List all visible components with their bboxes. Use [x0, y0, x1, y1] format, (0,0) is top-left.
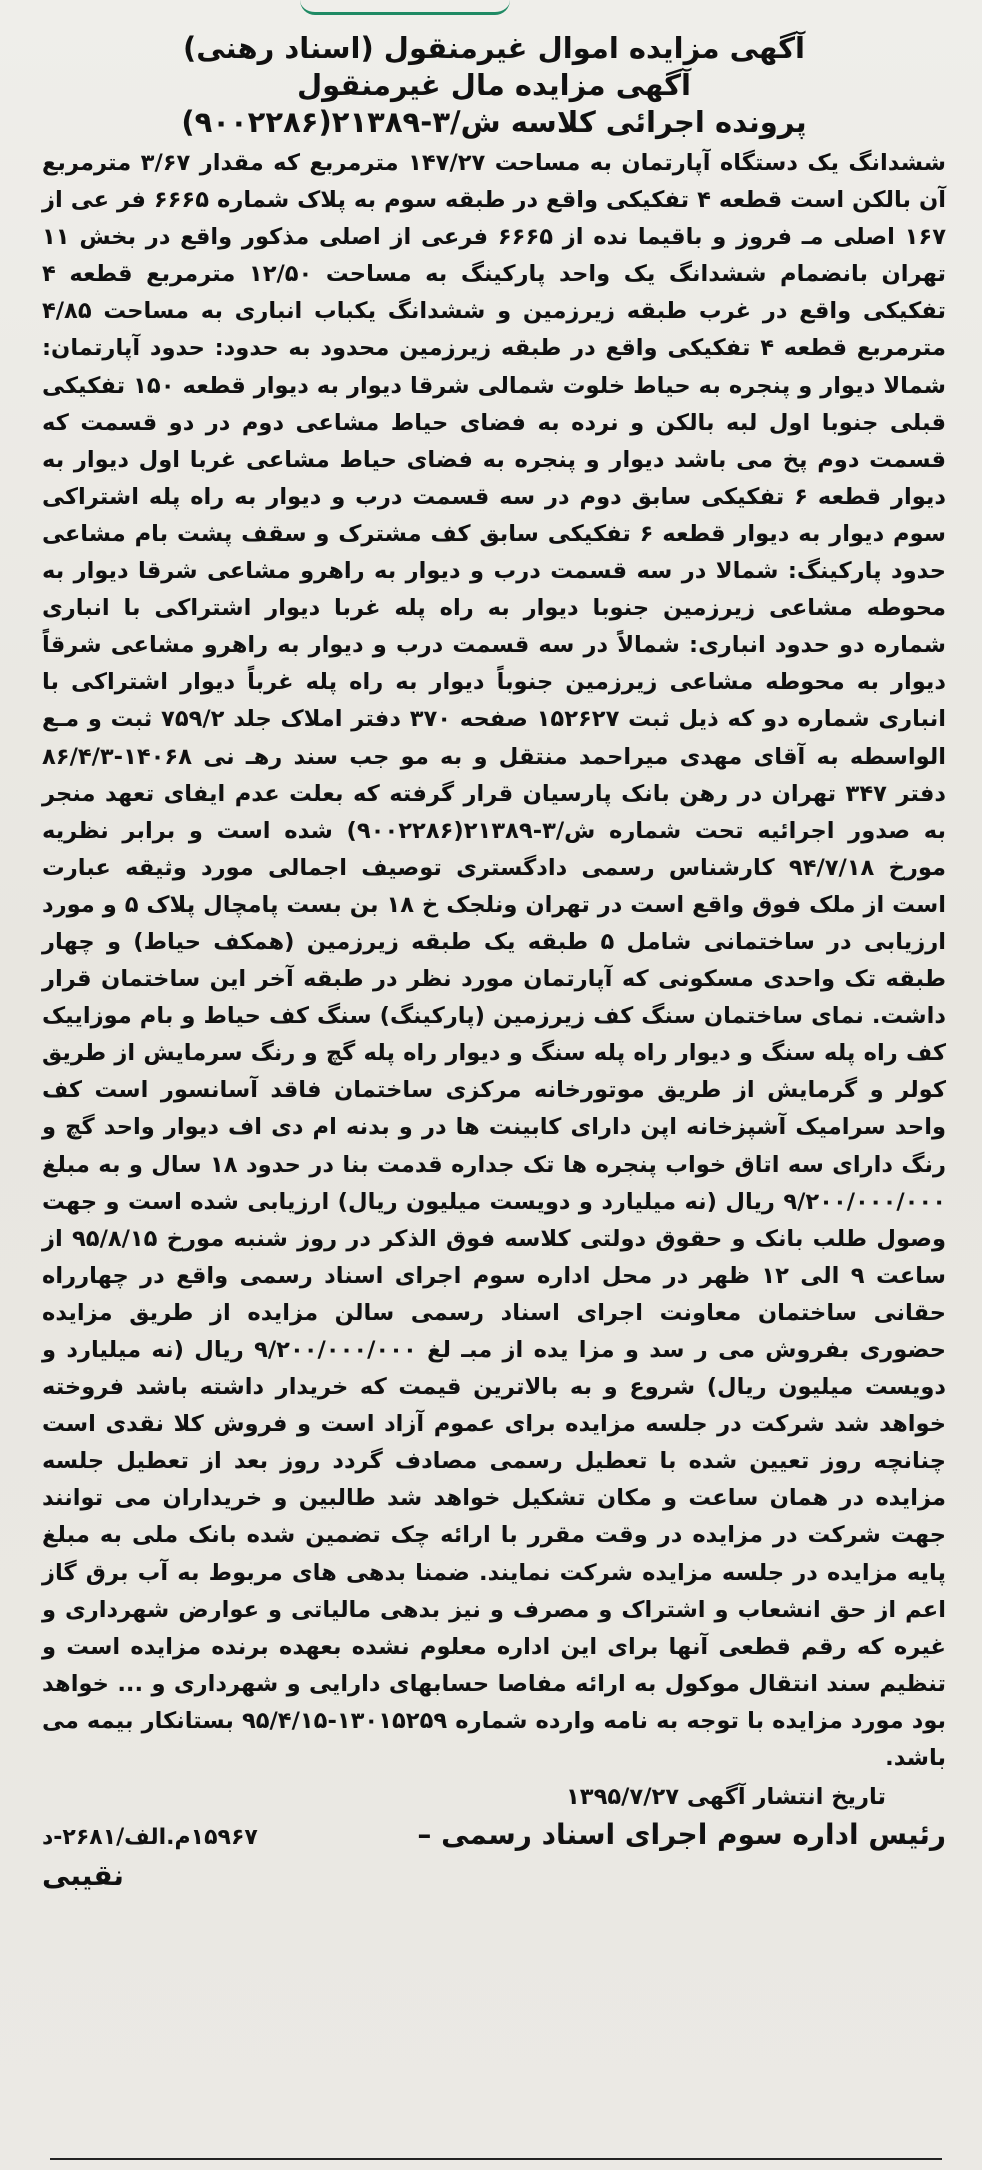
case-number-heading: پرونده اجرائی کلاسه ش/۳-۲۱۳۸۹(۹۰۰۲۲۸۶)	[181, 105, 807, 139]
bottom-rule	[50, 2158, 942, 2160]
signer-name: نقیبی	[42, 1859, 124, 1893]
notice-title: آگهی مزایده اموال غیرمنقول (اسناد رهنی)	[183, 31, 805, 65]
notice-body: ششدانگ یک دستگاه آپارتمان به مساحت ۱۴۷/۲۷ مترمربع که مقدار ۳/۶۷ مترمربع آن بالکن است قطعه ۴ تفکیکی واقع در طبقه سوم به پلاک شماره ۶۶۶۵ فر عی از ۱۶۷ اصلی مـ فروز و باقیما نده از ۶۶۶۵ فرعی از اصلی مذکور واقع در بخش ۱۱ تهران بانضمام ششدانگ یک واحد پارکینگ به مساحت ۱۲/۵۰ مترمربع قطعه ۴ تفکیکی واقع در غرب طبقه زیرزمین و ششدانگ یکباب انباری به مساحت ۴/۸۵ مترمربع قطعه ۴ تفکیکی واقع در طبقه زیرزمین محدود به حدود: حدود آپارتمان: شمالا دیوار و پنجره به حیاط خلوت شمالی شرقا دیوار به دیوار قطعه ۱۵۰ تفکیکی قبلی جنوبا اول لبه بالکن و نرده به فضای حیاط مشاعی دوم در دو قسمت که قسمت دوم پخ می باشد دیوار و پنجره به فضای حیاط مشاعی غربا اول دیوار به دیوار قطعه ۶ تفکیکی سابق دوم در سه قسمت درب و دیوار به راه پله اشتراکی سوم دیوار به دیوار قطعه ۶ تفکیکی سابق کف مشترک و سقف پشت بام مشاعی حدود پارکینگ: شمالا در سه قسمت درب و دیوار به راهرو مشاعی شرقا دیوار به محوطه مشاعی زیرزمین جنوبا دیوار به راه پله غربا دیوار اشتراکی با انباری شماره دو حدود انباری: شمالاً در سه قسمت درب و دیوار به راهرو مشاعی شرقاً دیوار به محوطه مشاعی زیرزمین جنوباً دیوار به راه پله غرباً دیوار اشتراکی با انباری شماره دو که ذیل ثبت ۱۵۲۶۲۷ صفحه ۳۷۰ دفتر املاک جلد ۷۵۹/۲ ثبت و مـع الواسطه به آقای مهدی میراحمد منتقل و به مو جب سند رهـ نی ۱۴۰۶۸-۸۶/۴/۳ دفتر ۳۴۷ تهران در رهن بانک پارسیان قرار گرفته که بعلت عدم ایفای تعهد منجر به صدور اجرائیه تحت شماره ش/۳-۲۱۳۸۹(۹۰۰۲۲۸۶) شده است و برابر نظریه مورخ ۹۴/۷/۱۸ کارشناس رسمی دادگستری توصیف اجمالی مورد وثیقه عبارت است از ملک فوق واقع است در تهران ونلجک خ ۱۸ بن بست پامچال پلاک ۵ و مورد ارزیابی در ساختمانی شامل ۵ طبقه یک طبقه زیرزمین (همکف حیاط) و چهار طبقه تک واحدی مسکونی که آپارتمان مورد نظر در طبقه آخر این ساختمان قرار داشت. نمای ساختمان سنگ کف زیرزمین (پارکینگ) سنگ کف حیاط و بام موزاییک کف راه پله سنگ و دیوار راه پله سنگ و دیوار راه پله گچ و رنگ سرمایش از طریق کولر و گرمایش از طریق موتورخانه مرکزی ساختمان فاقد آسانسور است کف واحد سرامیک آشپزخانه اپن دارای کابینت ها در و بدنه ام دی اف دیوار واحد گچ و رنگ دارای سه اتاق خواب پنجره ها تک جداره قدمت بنا در حدود ۱۸ سال و به مبلغ ۹/۲۰۰/۰۰۰/۰۰۰ ریال (نه میلیارد و دویست میلیون ریال) ارزیابی شده است و جهت وصول طلب بانک و حقوق دولتی کلاسه فوق الذکر در روز شنبه مورخ ۹۵/۸/۱۵ از ساعت ۹ الی ۱۲ ظهر در محل اداره سوم اجرای اسناد رسمی واقع در چهارراه حقانی ساختمان معاونت اجرای اسناد رسمی سالن مزایده از طریق مزایده حضوری بفروش می ر سد و مزا یده از مبـ لغ ۹/۲۰۰/۰۰۰/۰۰۰ ریال (نه میلیارد و دویست میلیون ریال) شروع و به بالاترین قیمت که خریدار داشته باشد فروخته خواهد شد شرکت در جلسه مزایده برای عموم آزاد است و فروش کلا نقدی است چنانچه روز تعیین شده با تعطیل رسمی مصادف گردد روز بعد از تعطیل جلسه مزایده در همان ساعت و مکان تشکیل خواهد شد طالبین و خریداران می توانند جهت شرکت در مزایده در وقت مقرر با ارائه چک تضمین شده بانک ملی به مبلغ پایه مزایده در جلسه مزایده شرکت نمایند. ضمنا بدهی های مربوط به آب برق گاز اعم از حق انشعاب و اشتراک و مصرف و نیز بدهی مالیاتی و عوارض شهرداری و غیره که رقم قطعی آنها برای این اداره معلوم نشده بعهده برنده مزایده است و تنظیم سند انتقال موکول به ارائه مفاصا حسابهای دارایی و شهرداری و ... خواهد بود مورد مزایده با توجه به نامه وارده شماره ۱۳۰۱۵۲۵۹-۹۵/۴/۱۵ بستانکار بیمه می باشد.	[42, 150, 947, 1772]
notice-subtitle: آگهی مزایده مال غیرمنقول	[297, 68, 691, 102]
signer-title: رئیس اداره سوم اجرای اسناد رسمی –	[417, 1818, 946, 1852]
reference-code: ۱۵۹۶۷م.الف/۲۶۸۱-د	[42, 1825, 258, 1851]
signature-row	[42, 1816, 946, 1857]
torn-edge-mark	[300, 0, 510, 15]
publish-date: تاریخ انتشار آگهی ۱۳۹۵/۷/۲۷	[566, 1784, 886, 1811]
